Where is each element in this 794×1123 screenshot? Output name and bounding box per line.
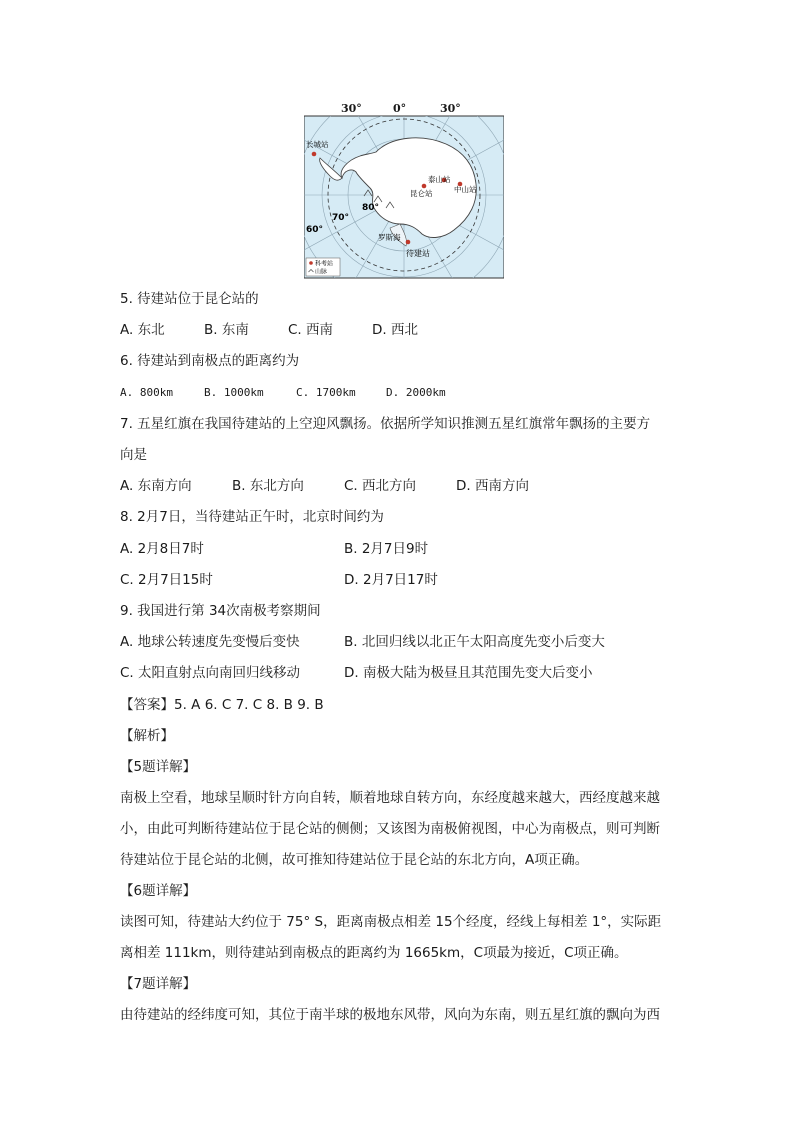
q5-option-c: C. 西南 — [288, 322, 334, 338]
q7-stem-line2: 向是 — [120, 447, 147, 463]
q8-option-b: B. 2月7日9时 — [344, 541, 429, 557]
q6-option-b: B. 1000km — [204, 386, 264, 399]
detail-7-heading: 【7题详解】 — [120, 976, 197, 992]
q5-option-a: A. 东北 — [120, 322, 165, 338]
q7-option-d: D. 西南方向 — [456, 478, 529, 494]
q8-stem: 8. 2月7日，当待建站正午时，北京时间约为 — [120, 509, 384, 525]
lon-label-0: 0° — [393, 102, 407, 115]
label-ross-sea: 罗斯海 — [378, 233, 401, 242]
label-new-station: 待建站 — [406, 249, 430, 258]
q6-option-a: A. 800km — [120, 386, 173, 399]
label-taishan: 泰山站 — [428, 175, 451, 184]
lat-label-70: 70° — [332, 213, 350, 223]
q6-option-d: D. 2000km — [386, 386, 446, 399]
antarctica-map — [304, 100, 504, 280]
detail-6-line-1: 读图可知，待建站大约位于 75° S，距离南极点相差 15个经度，经线上每相差 1°，实际距 — [120, 914, 662, 930]
lon-label-30w: 30° — [341, 102, 362, 115]
q6-stem: 6. 待建站到南极点的距离约为 — [120, 353, 300, 369]
label-great-wall: 长城站 — [306, 140, 329, 149]
q8-option-c: C. 2月7日15时 — [120, 572, 213, 588]
q9-option-c: C. 太阳直射点向南回归线移动 — [120, 665, 301, 681]
detail-6-line-2: 离相差 111km，则待建站到南极点的距离约为 1665km，C项最为接近，C项正确。 — [120, 945, 628, 961]
q9-stem: 9. 我国进行第 34次南极考察期间 — [120, 603, 321, 619]
q8-option-d: D. 2月7日17时 — [344, 572, 438, 588]
q7-option-a: A. 东南方向 — [120, 478, 192, 494]
q5-option-b: B. 东南 — [204, 322, 249, 338]
q7-stem-line1: 7. 五星红旗在我国待建站的上空迎风飘扬。依据所学知识推测五星红旗常年飘扬的主要方 — [120, 416, 651, 432]
legend-station: 科考站 — [315, 260, 334, 268]
detail-7-line-1: 由待建站的经纬度可知，其位于南半球的极地东风带，风向为东南，则五星红旗的飘向为西 — [120, 1007, 660, 1023]
lon-label-30e: 30° — [440, 102, 461, 115]
q8-option-a: A. 2月8日7时 — [120, 541, 204, 557]
lat-label-60: 60° — [306, 225, 324, 235]
q9-option-d: D. 南极大陆为极昼且其范围先变大后变小 — [344, 665, 593, 681]
lat-label-80: 80° — [362, 203, 380, 213]
q5-option-d: D. 西北 — [372, 322, 418, 338]
q6-option-c: C. 1700km — [296, 386, 356, 399]
q7-option-b: B. 东北方向 — [232, 478, 304, 494]
detail-5-line-3: 待建站位于昆仑站的北侧，故可推知待建站位于昆仑站的东北方向，A项正确。 — [120, 852, 589, 868]
q7-option-c: C. 西北方向 — [344, 478, 417, 494]
answer-key: 【答案】5. A 6. C 7. C 8. B 9. B — [120, 697, 324, 713]
detail-5-line-2: 小，由此可判断待建站位于昆仑站的侧侧；又该图为南极俯视图，中心为南极点，则可判断 — [120, 821, 660, 837]
analysis-heading: 【解析】 — [120, 728, 174, 744]
q9-option-b: B. 北回归线以北正午太阳高度先变小后变大 — [344, 634, 605, 650]
q9-option-a: A. 地球公转速度先变慢后变快 — [120, 634, 300, 650]
detail-6-heading: 【6题详解】 — [120, 883, 197, 899]
q5-stem: 5. 待建站位于昆仑站的 — [120, 291, 259, 307]
detail-5-heading: 【5题详解】 — [120, 759, 197, 775]
detail-5-line-1: 南极上空看，地球呈顺时针方向自转，顺着地球自转方向，东经度越来越大，西经度越来越 — [120, 790, 660, 806]
label-kunlun: 昆仑站 — [410, 189, 433, 198]
label-zhongshan: 中山站 — [454, 185, 477, 194]
legend-mountain: 山脉 — [315, 268, 328, 276]
